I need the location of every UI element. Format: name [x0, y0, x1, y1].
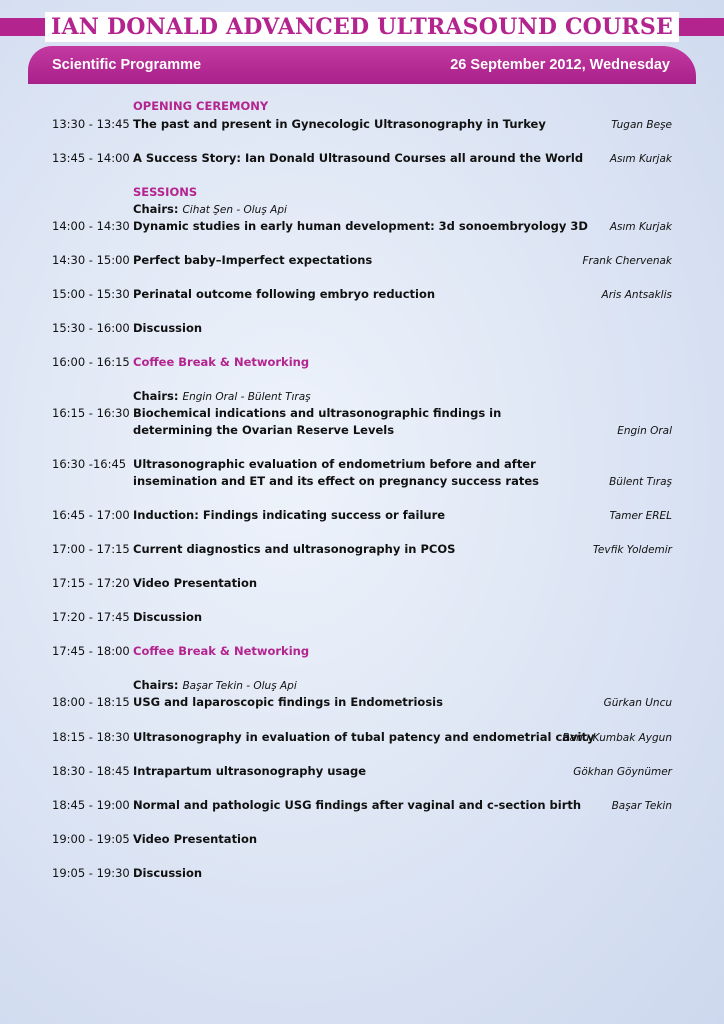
session-title: Biochemical indications and ultrasonographic findings in [133, 406, 502, 420]
speaker-name: Asım Kurjak [609, 153, 672, 165]
session-title: Normal and pathologic USG findings after vaginal and c-section birth [133, 798, 582, 812]
speaker-name: Tevfik Yoldemir [592, 544, 672, 556]
session-title: Perfect baby–Imperfect expectations [133, 253, 373, 267]
chairs-label: Chairs: [133, 389, 179, 403]
session-title: Discussion [133, 866, 203, 880]
time-slot: 16:45 - 17:00 [52, 508, 130, 522]
session-title: Ultrasonography in evaluation of tubal patency and endometrial cavity [133, 730, 595, 744]
time-slot: 18:45 - 19:00 [52, 798, 130, 812]
speaker-name: Engin Oral [617, 425, 672, 437]
speaker-name: Aris Antsaklis [601, 289, 672, 301]
coffee-break: Coffee Break & Networking [133, 644, 310, 658]
course-title: IAN DONALD ADVANCED ULTRASOUND COURSE [45, 12, 679, 42]
session-title-cont: determining the Ovarian Reserve Levels [133, 423, 395, 437]
speaker-name: Bülent Tıraş [609, 476, 672, 488]
session-title: Induction: Findings indicating success or failure [133, 508, 446, 522]
session-title: Current diagnostics and ultrasonography in PCOS [133, 542, 456, 556]
session-title-cont: insemination and ET and its effect on pregnancy success rates [133, 474, 539, 488]
coffee-break: Coffee Break & Networking [133, 355, 310, 369]
time-slot: 18:15 - 18:30 [52, 730, 130, 744]
session-title: Video Presentation [133, 576, 258, 590]
speaker-name: Asım Kurjak [609, 221, 672, 233]
speaker-name: Gürkan Uncu [603, 697, 672, 709]
speaker-name: Başar Tekin [611, 800, 672, 812]
chairs-line [133, 201, 287, 219]
time-slot: 16:15 - 16:30 [52, 406, 130, 420]
session-title: Discussion [133, 321, 203, 335]
chairs-label: Chairs: [133, 202, 179, 216]
time-slot: 19:05 - 19:30 [52, 866, 130, 880]
session-title: Perinatal outcome following embryo reduction [133, 287, 436, 301]
session-title: Ultrasonographic evaluation of endometrium before and after [133, 457, 536, 471]
session-title: A Success Story: Ian Donald Ultrasound Courses all around the World [133, 151, 584, 165]
chairs-line [133, 677, 297, 695]
time-slot: 18:00 - 18:15 [52, 695, 130, 709]
session-title: Video Presentation [133, 832, 258, 846]
time-slot: 16:00 - 16:15 [52, 355, 130, 369]
speaker-name: Frank Chervenak [582, 255, 672, 267]
speaker-name: Tamer EREL [609, 510, 672, 522]
speaker-name: Tugan Beşe [611, 119, 672, 131]
session-title: USG and laparoscopic findings in Endometriosis [133, 695, 443, 709]
chairs-names: Engin Oral - Bülent Tıraş [182, 391, 311, 403]
programme-date: 26 September 2012, Wednesday [450, 57, 670, 73]
time-slot: 17:00 - 17:15 [52, 542, 130, 556]
time-slot: 19:00 - 19:05 [52, 832, 130, 846]
section-heading-opening: OPENING CEREMONY [133, 99, 269, 113]
programme-label: Scientific Programme [52, 57, 202, 73]
session-title: The past and present in Gynecologic Ultrasonography in Turkey [133, 117, 546, 131]
speaker-name: Gökhan Göynümer [573, 766, 672, 778]
time-slot: 17:45 - 18:00 [52, 644, 130, 658]
chairs-names: Cihat Şen - Oluş Api [182, 204, 287, 216]
session-title: Intrapartum ultrasonography usage [133, 764, 367, 778]
time-slot: 14:30 - 15:00 [52, 253, 130, 267]
time-slot: 15:00 - 15:30 [52, 287, 130, 301]
chairs-line [133, 388, 311, 406]
time-slot: 13:30 - 13:45 [52, 117, 130, 131]
time-slot: 18:30 - 18:45 [52, 764, 130, 778]
session-title: Dynamic studies in early human development: 3d sonoembryology 3D [133, 219, 588, 233]
chairs-label: Chairs: [133, 678, 179, 692]
section-heading-sessions: SESSIONS [133, 185, 198, 199]
time-slot: 15:30 - 16:00 [52, 321, 130, 335]
time-slot: 14:00 - 14:30 [52, 219, 130, 233]
session-title: Discussion [133, 610, 203, 624]
time-slot: 13:45 - 14:00 [52, 151, 130, 165]
chairs-names: Başar Tekin - Oluş Api [182, 680, 297, 692]
time-slot: 17:15 - 17:20 [52, 576, 130, 590]
time-slot: 17:20 - 17:45 [52, 610, 130, 624]
time-slot: 16:30 -16:45 [52, 457, 127, 471]
speaker-name: Banu Kumbak Aygun [562, 732, 672, 744]
